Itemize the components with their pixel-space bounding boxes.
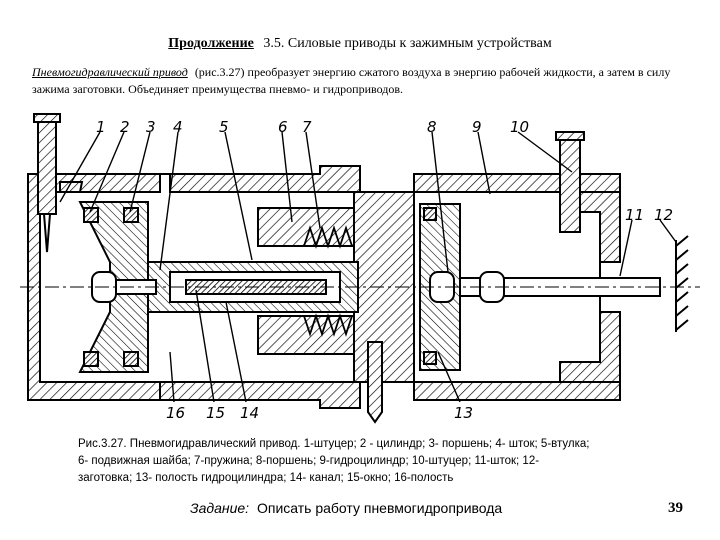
task-text: Описать работу пневмогидропривода — [256, 500, 503, 516]
bottom-valve — [368, 342, 382, 422]
callout-13: 13 — [454, 404, 474, 422]
callout-2: 2 — [120, 118, 130, 136]
callout-4: 4 — [173, 118, 183, 136]
callout-5: 5 — [219, 118, 229, 136]
task-label: Задание: — [190, 500, 250, 516]
intro-paragraph — [32, 64, 702, 98]
callout-9: 9 — [472, 118, 482, 136]
right-fitting — [556, 132, 584, 232]
caption-line-3: заготовка; 13- полость гидроцилиндра; 14- канал; 15-окно; 16-полость — [78, 472, 454, 484]
callout-11: 11 — [625, 206, 645, 224]
section-title: 3.5. Силовые приводы к зажимным устройствам — [263, 36, 552, 51]
callout-15: 15 — [206, 404, 226, 422]
callout-16: 16 — [166, 404, 186, 422]
page-number: 39 — [668, 500, 683, 516]
callout-3: 3 — [146, 118, 156, 136]
continuation-label: Продолжение — [168, 36, 254, 51]
callout-8: 8 — [427, 118, 437, 136]
figure-caption — [78, 436, 678, 487]
intro-text: (рис.3.27) преобразует энергию сжатого воздуха в энергию рабочей жидкости, а затем в силу зажима заготовки. Объединяет преимущества пневмо- и гидроприводов. — [32, 65, 671, 96]
callout-6: 6 — [278, 118, 288, 136]
callout-10: 10 — [510, 118, 530, 136]
caption-line-1: Рис.3.27. Пневмогидравлический привод. 1-штуцер; 2 - цилиндр; 3- поршень; 4- шток; 5-втулка; — [78, 438, 590, 450]
callout-12: 12 — [654, 206, 674, 224]
callout-14: 14 — [240, 404, 260, 422]
intro-lead-term: Пневмогидравлический привод — [32, 65, 188, 79]
callout-7: 7 — [302, 118, 312, 136]
pneumohydraulic-drive-drawing — [20, 112, 700, 430]
callout-1: 1 — [96, 118, 106, 136]
page-title — [0, 36, 720, 52]
task — [190, 500, 502, 516]
workpiece — [676, 236, 688, 332]
caption-line-2: 6- подвижная шайба; 7-пружина; 8-поршень; 9-гидроцилиндр; 10-штуцер; 11-шток; 12- — [78, 455, 540, 467]
